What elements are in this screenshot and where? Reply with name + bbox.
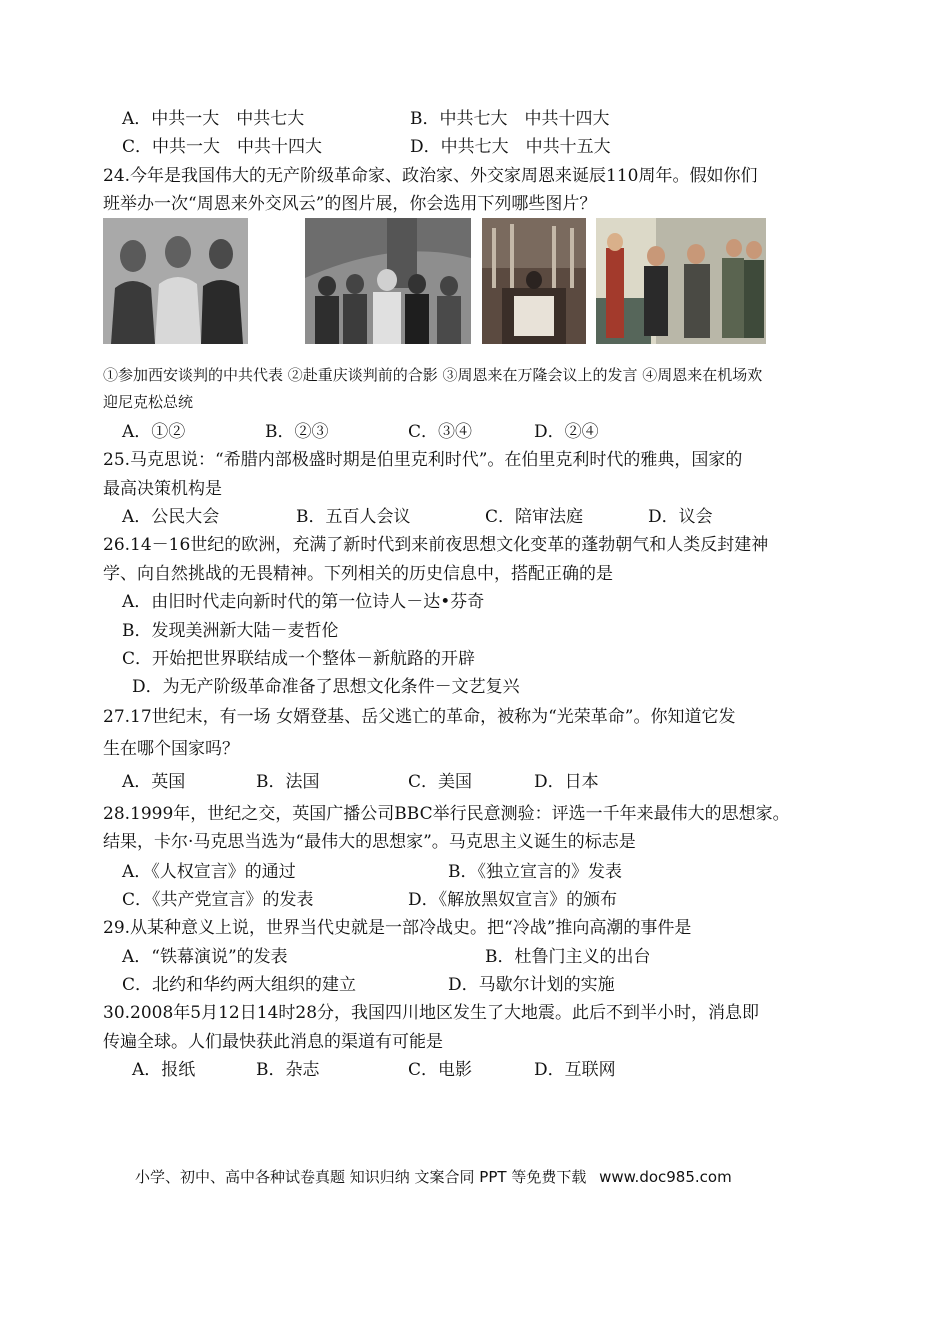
q24-option-b: B．②③ [265, 422, 329, 442]
q26-option-b: B．发现美洲新大陆－麦哲伦 [122, 621, 339, 641]
q24-option-d: D．②④ [534, 422, 599, 442]
q24-stem-line1: 24.今年是我国伟大的无产阶级革命家、政治家、外交家周恩来诞辰110周年。假如你们 [103, 166, 758, 186]
q26-stem-line1: 26.14－16世纪的欧洲，充满了新时代到来前夜思想文化变革的蓬勃朝气和人类反封建神 [103, 535, 769, 555]
q25-stem-line1: 25.马克思说：“希腊内部极盛时期是伯里克利时代”。在伯里克利时代的雅典，国家的 [103, 450, 743, 470]
q30-option-c: C．电影 [408, 1060, 473, 1080]
photo-xian-negotiation [103, 218, 248, 344]
q30-stem-line1: 30.2008年5月12日14时28分，我国四川地区发生了大地震。此后不到半小时，消息即 [103, 1003, 760, 1023]
q23-option-a: A．中共一大 中共七大 [122, 109, 305, 129]
q24-option-c: C．③④ [408, 422, 473, 442]
q24-caption-line2: 迎尼克松总统 [103, 393, 194, 411]
q28-stem-line2: 结果，卡尔·马克思当选为“最伟大的思想家”。马克思主义诞生的标志是 [103, 832, 636, 852]
q27-option-b: B．法国 [256, 772, 320, 792]
footer [135, 1166, 732, 1188]
q27-stem-line2: 生在哪个国家吗？ [103, 739, 239, 759]
q29-option-c: C．北约和华约两大组织的建立 [122, 975, 357, 995]
q27-option-c: C．美国 [408, 772, 473, 792]
q25-option-b: B．五百人会议 [296, 507, 411, 527]
q28-option-b: B．《独立宣言的》发表 [448, 862, 622, 882]
q26-option-c: C．开始把世界联结成一个整体－新航路的开辟 [122, 649, 476, 669]
q26-option-d: D．为无产阶级革命准备了思想文化条件－文艺复兴 [132, 677, 520, 697]
footer-link[interactable]: www.doc985.com [599, 1168, 732, 1186]
q25-stem-line2: 最高决策机构是 [103, 479, 222, 499]
photo-bandung-speech [482, 218, 586, 344]
q25-option-c: C．陪审法庭 [485, 507, 584, 527]
q30-option-b: B．杂志 [256, 1060, 320, 1080]
q24-stem-line2: 班举办一次“周恩来外交风云”的图片展，你会选用下列哪些图片？ [103, 194, 597, 214]
footer-text: 小学、初中、高中各种试卷真题 知识归纳 文案合同 PPT 等免费下载 [135, 1168, 587, 1186]
q30-option-a: A．报纸 [132, 1060, 196, 1080]
q30-stem-line2: 传遍全球。人们最快获此消息的渠道有可能是 [103, 1032, 443, 1052]
q24-option-a: A．①② [122, 422, 186, 442]
q25-option-a: A．公民大会 [122, 507, 220, 527]
q26-option-a: A．由旧时代走向新时代的第一位诗人－达•芬奇 [122, 592, 485, 612]
q28-stem-line1: 28.1999年，世纪之交，英国广播公司BBC举行民意测验：评选一千年来最伟大的思想家。 [103, 804, 790, 824]
q28-option-d: D．《解放黑奴宣言》的颁布 [408, 890, 618, 910]
q29-option-a: A．“铁幕演说”的发表 [122, 947, 288, 967]
q23-option-b: B．中共七大 中共十四大 [410, 109, 610, 129]
q28-option-c: C．《共产党宣言》的发表 [122, 890, 314, 910]
q25-option-d: D．议会 [648, 507, 713, 527]
q23-option-c: C．中共一大 中共十四大 [122, 137, 323, 157]
q27-option-d: D．日本 [534, 772, 599, 792]
q24-caption-line1: ①参加西安谈判的中共代表 ②赴重庆谈判前的合影 ③周恩来在万隆会议上的发言 ④周恩来在机场欢 [103, 366, 763, 384]
q29-option-d: D．马歇尔计划的实施 [448, 975, 615, 995]
q29-option-b: B．杜鲁门主义的出台 [485, 947, 651, 967]
photo-nixon-airport [596, 218, 766, 344]
q26-stem-line2: 学、向自然挑战的无畏精神。下列相关的历史信息中，搭配正确的是 [103, 564, 613, 584]
q27-stem-line1: 27.17世纪末，有一场 女婿登基、岳父逃亡的革命，被称为“光荣革命”。你知道它发 [103, 707, 736, 727]
q27-option-a: A．英国 [122, 772, 186, 792]
q29-stem-line1: 29.从某种意义上说，世界当代史就是一部冷战史。把“冷战”推向高潮的事件是 [103, 918, 692, 938]
q23-option-d: D．中共七大 中共十五大 [410, 137, 611, 157]
q28-option-a: A．《人权宣言》的通过 [122, 862, 296, 882]
q30-option-d: D．互联网 [534, 1060, 616, 1080]
photo-chongqing-negotiation [305, 218, 471, 344]
